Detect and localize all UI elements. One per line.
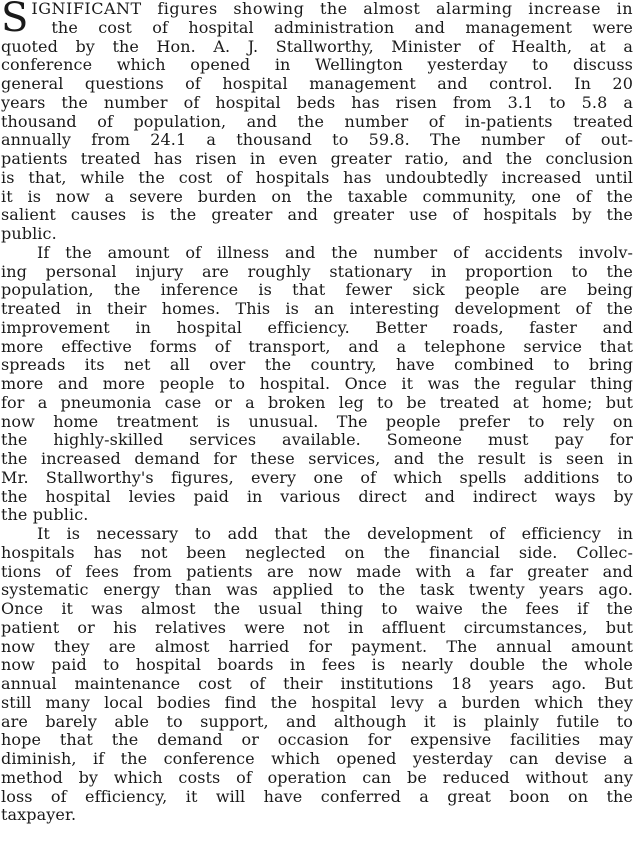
text-line: still many local bodies find the hospital levy a burden which they (1, 693, 633, 712)
text-line: general questions of hospital management and control. In 20 (1, 75, 633, 93)
drop-cap: S (1, 0, 29, 41)
text-line: the increased demand for these services, and the result is seen in (1, 450, 633, 468)
paragraph-2 (1, 244, 633, 525)
text-line: hope that the demand or occasion for expensive facilities may (1, 731, 633, 750)
text-line: spreads its net all over the country, have combined to bring (1, 356, 633, 375)
text-line: years the number of hospital beds has risen from 3.1 to 5.8 a (1, 93, 633, 112)
text-line: is that, while the cost of hospitals has undoubtedly increased until (1, 168, 633, 187)
text-line: now home treatment is unusual. The people prefer to rely on (1, 412, 633, 431)
text-line: the highly-skilled services available. Someone must pay for (1, 431, 633, 450)
text-line: If the amount of illness and the number of accidents involv- (37, 243, 633, 262)
text-line: patients treated has risen in even greater ratio, and the conclusion (1, 150, 633, 168)
text-line: more effective forms of transport, and a telephone service that (1, 337, 633, 356)
text-line: now paid to hospital boards in fees is nearly double the whole (1, 656, 633, 675)
text-line: loss of efficiency, it will have conferred a great boon on the (1, 787, 633, 806)
text-line: It is necessary to add that the development of efficiency in (37, 525, 633, 543)
text-line: systematic energy than was applied to the task twenty years ago. (1, 581, 633, 600)
text-line: it is now a severe burden on the taxable community, one of the (1, 187, 633, 206)
text-line: population, the inference is that fewer sick people are being (1, 281, 633, 300)
text-line: the cost of hospital administration and management were (51, 18, 633, 37)
text-line: ing personal injury are roughly stationary in proportion to the (1, 262, 633, 281)
text-line: conference which opened in Wellington yesterday to discuss (1, 56, 633, 75)
text-line: taxpayer. (1, 806, 77, 825)
text-line: treated in their homes. This is an interesting development of the (1, 300, 633, 318)
text-line: hospitals has not been neglected on the financial side. Collec- (1, 543, 633, 562)
paragraph-3 (1, 525, 633, 825)
text-line: tions of fees from patients are now made with a far greater and (1, 562, 633, 581)
text-line: thousand of population, and the number of in-patients treated (1, 112, 633, 131)
text-line: quoted by the Hon. A. J. Stallworthy, Minister of Health, at a (1, 37, 633, 56)
text-line: improvement in hospital efficiency. Better roads, faster and (1, 318, 633, 337)
paragraph-1 (1, 0, 633, 244)
text-line: annually from 24.1 a thousand to 59.8. The number of out- (1, 131, 633, 150)
text-line: the hospital levies paid in various direct and indirect ways by (1, 487, 633, 506)
text-line: the public. (1, 506, 89, 525)
text-line: are barely able to support, and although it is plainly futile to (1, 712, 633, 731)
text-line: public. (1, 225, 57, 243)
text-line: now they are almost harried for payment. The annual amount (1, 637, 633, 656)
text-line: annual maintenance cost of their institutions 18 years ago. But (1, 675, 633, 693)
text-line: Once it was almost the usual thing to waive the fees if the (1, 600, 633, 618)
text-line: IGNIFICANT figures showing the almost alarming increase in (31, 0, 633, 18)
text-line: more and more people to hospital. Once it was the regular thing (1, 375, 633, 393)
text-line: salient causes is the greater and greater use of hospitals by the (1, 206, 633, 225)
text-line: for a pneumonia case or a broken leg to be treated at home; but (1, 393, 633, 412)
text-line: method by which costs of operation can be reduced without any (1, 768, 633, 787)
text-line: Mr. Stallworthy's figures, every one of which spells additions to (1, 468, 633, 487)
text-line: diminish, if the conference which opened yesterday can devise a (1, 750, 633, 768)
text-line: patient or his relatives were not in affluent circumstances, but (1, 618, 633, 637)
